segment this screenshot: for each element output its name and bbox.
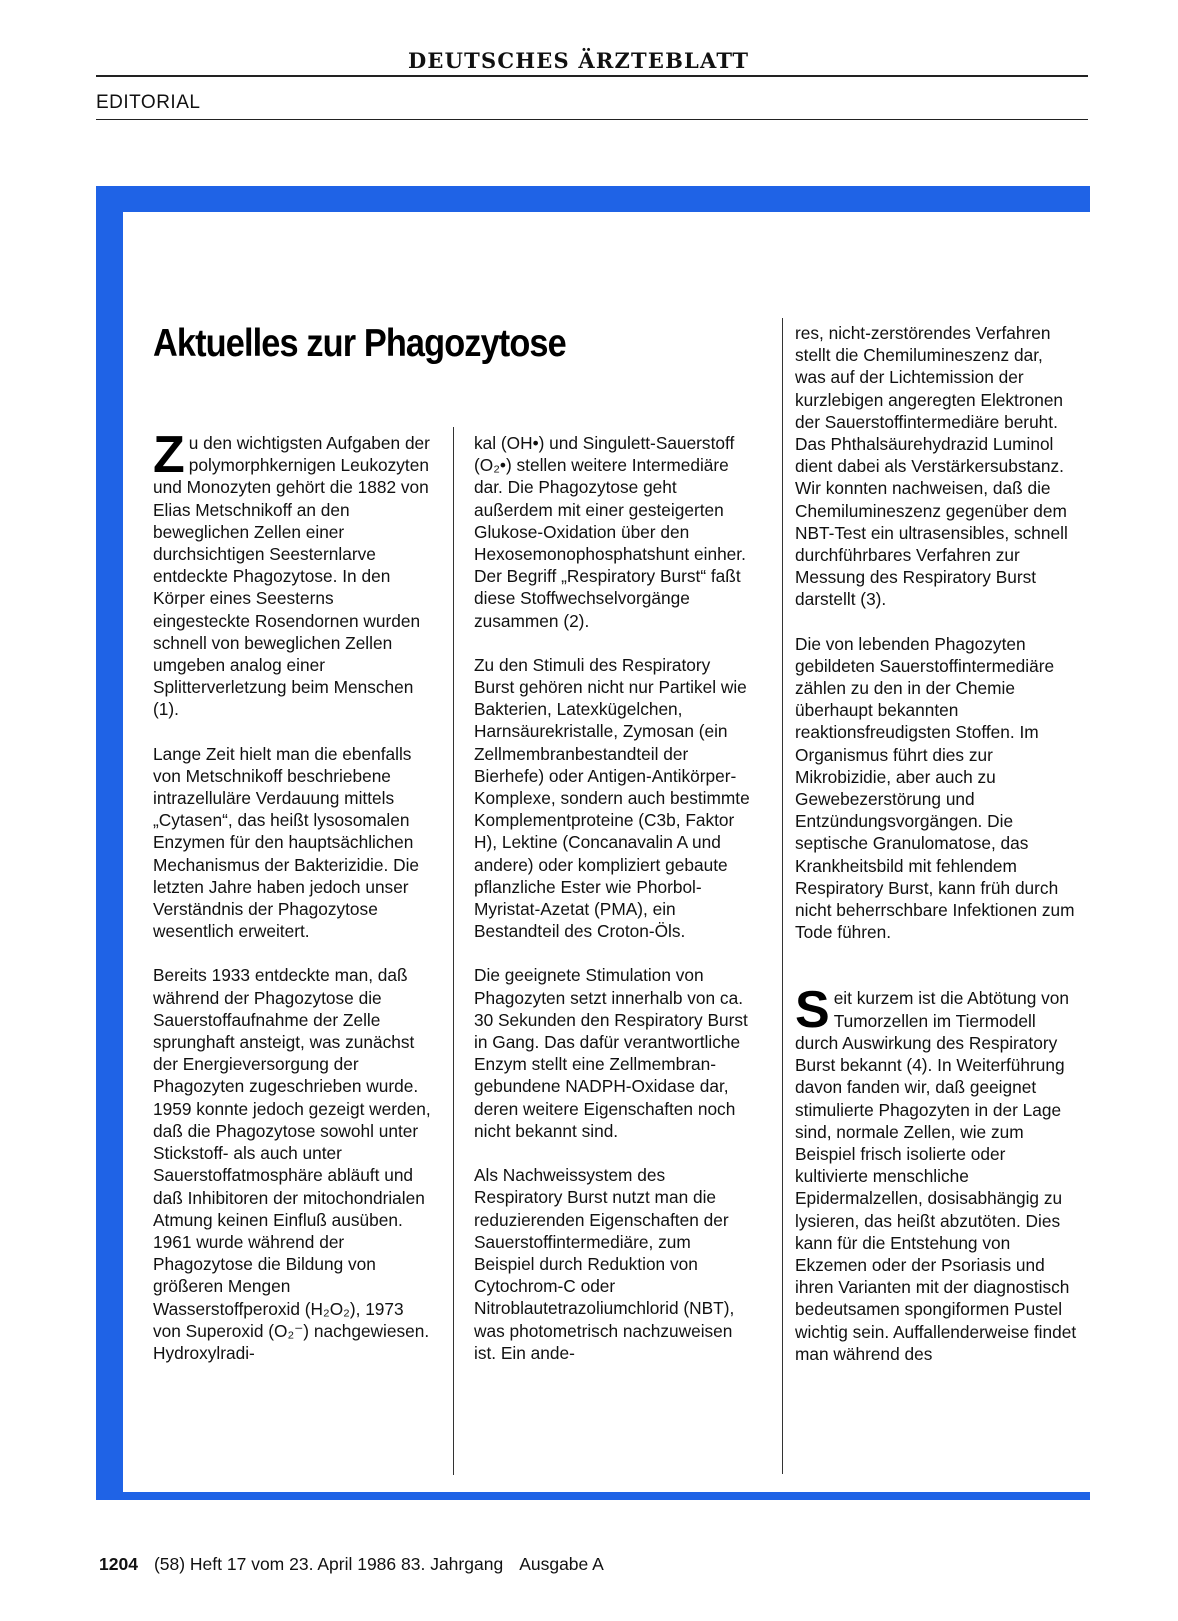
paragraph: Zu den Stimuli des Respiratory Burst gehören nicht nur Partikel wie Bakterien, Latexkügelchen, Harnsäurekristalle, Zymosan (ein Zellmembranbestandteil der Bierhefe) oder Antigen-Antikörper-Komplexe, sondern auch bestimmte Komplementproteine (C3b, Faktor H), Lektine (Concanavalin A und andere) oder kompliziert gebaute pflanzliche Ester wie Phorbol-Myristat-Azetat (PMA), ein Bestandteil des Croton-Öls. — [474, 654, 750, 942]
page-number: 1204 — [99, 1554, 138, 1574]
article-column-2 — [474, 432, 752, 1386]
paragraph-text: u den wichtigsten Aufgaben der polymorphkernigen Leukozyten und Monozyten gehört die 1882 von Elias Metschnikoff an den beweglichen Zellen einer durchsichtigen Seesternlarve entdeckte Phagozytose. In den Körper eines Seesterns eingesteckte Rosendornen wurden schnell von beweglichen Zellen umgeben analog einer Splitterverletzung beim Menschen (1). — [153, 433, 430, 720]
article-title: Aktuelles zur Phagozytose — [153, 322, 566, 365]
section-label: EDITORIAL — [96, 92, 201, 113]
paragraph-text: eit kurzem ist die Abtötung von Tumorzellen im Tiermodell durch Auswirkung des Respiratory Burst bekannt (4). In Weiterführung davon fanden wir, daß geeignet stimulierte Phagozyten in der Lage sind, normale Zellen, wie zum Beispiel frisch isolierte oder kultivierte menschliche Epidermalzellen, dosisabhängig zu lysieren, das heißt abzutöten. Dies kann für die Entstehung von Ekzemen oder der Psoriasis und ihren Varianten mit der diagnostisch bedeutsamen spongiformen Pustel wichtig sein. Auffallenderweise findet man während des — [795, 988, 1077, 1364]
paragraph: Bereits 1933 entdeckte man, daß während der Phagozytose die Sauerstoffaufnahme der Zelle sprunghaft ansteigt, was zunächst der Energieversorgung der Phagozyten zugeschrieben wurde. 1959 konnte jedoch gezeigt werden, daß die Phagozytose sowohl unter Stickstoff- als auch unter Sauerstoffatmosphäre abläuft und daß Inhibitoren der mitochondrialen Atmung keinen Einfluß ausüben. 1961 wurde während der Phagozytose die Bildung von größeren Mengen Wasserstoffperoxid (H₂O₂), 1973 von Superoxid (O₂⁻) nachgewiesen. Hydroxylradi- — [153, 965, 431, 1363]
page-footer — [99, 1554, 604, 1575]
column-divider — [453, 427, 454, 1475]
drop-cap: Z — [153, 426, 185, 484]
paragraph: kal (OH•) und Singulett-Sauerstoff (O₂•) stellen weitere Intermediäre dar. Die Phagozytose geht außerdem mit einer gesteigerten Glukose-Oxidation über den Hexosemonophosphatshunt einher. Der Begriff „Respiratory Burst“ faßt diese Stoffwechselvorgänge zusammen (2). — [474, 433, 746, 631]
paragraph: res, nicht-zerstörendes Verfahren stellt die Chemilumineszenz dar, was auf der Lichtemission der kurzlebigen angeregten Elektronen der Sauerstoffintermediäre beruht. Das Phthalsäurehydrazid Luminol dient dabei als Verstärkersubstanz. Wir konnten nachweisen, daß die Chemilumineszenz gegenüber dem NBT-Test ein ultrasensibles, schnell durchführbares Verfahren zur Messung des Respiratory Burst darstellt (3). — [795, 323, 1068, 610]
drop-cap: S — [795, 981, 830, 1040]
paragraph: Als Nachweissystem des Respiratory Burst nutzt man die reduzierenden Eigenschaften der Sauerstoffintermediäre, zum Beispiel durch Reduktion von Cytochrom-C oder Nitroblautetrazoliumchlorid (NBT), was photometrisch nachzuweisen ist. Ein ande- — [474, 1165, 735, 1363]
paragraph: Die von lebenden Phagozyten gebildeten Sauerstoffintermediäre zählen zu den in der Chemie überhaupt bekannten reaktionsfreudigsten Stoffen. Im Organismus führt dies zur Mikrobizidie, aber auch zu Gewebezerstörung und Entzündungsvorgängen. Die septische Granulomatose, das Krankheitsbild mit fehlendem Respiratory Burst, kann früh durch nicht beherrschbare Infektionen zum Tode führen. — [795, 633, 1075, 943]
paragraph: Die geeignete Stimulation von Phagozyten setzt innerhalb von ca. 30 Sekunden den Respiratory Burst in Gang. Das dafür verantwortliche Enzym stellt eine Zellmembran-gebundene NADPH-Oxidase dar, deren weitere Eigenschaften noch nicht bekannt sind. — [474, 965, 748, 1141]
paragraph: Lange Zeit hielt man die ebenfalls von Metschnikoff beschriebene intrazelluläre Verdauung mittels „Cytasen“, das heißt lysosomalen Enzymen für den hauptsächlichen Mechanismus der Bakterizidie. Die letzten Jahre haben jedoch unser Verständnis der Phagozytose wesentlich erweitert. — [153, 743, 420, 942]
article-column-3 — [795, 322, 1077, 1387]
paragraph — [153, 426, 431, 721]
publication-masthead: DEUTSCHES ÄRZTEBLATT — [408, 48, 750, 73]
section-rule — [96, 119, 1088, 120]
column-divider — [782, 318, 783, 1474]
article-column-1 — [153, 426, 431, 1386]
issue-info: (58) Heft 17 vom 23. April 1986 83. Jahrgang — [153, 1554, 504, 1574]
paragraph — [795, 981, 1077, 1364]
masthead-rule — [96, 75, 1088, 77]
edition-label: Ausgabe A — [519, 1554, 604, 1574]
